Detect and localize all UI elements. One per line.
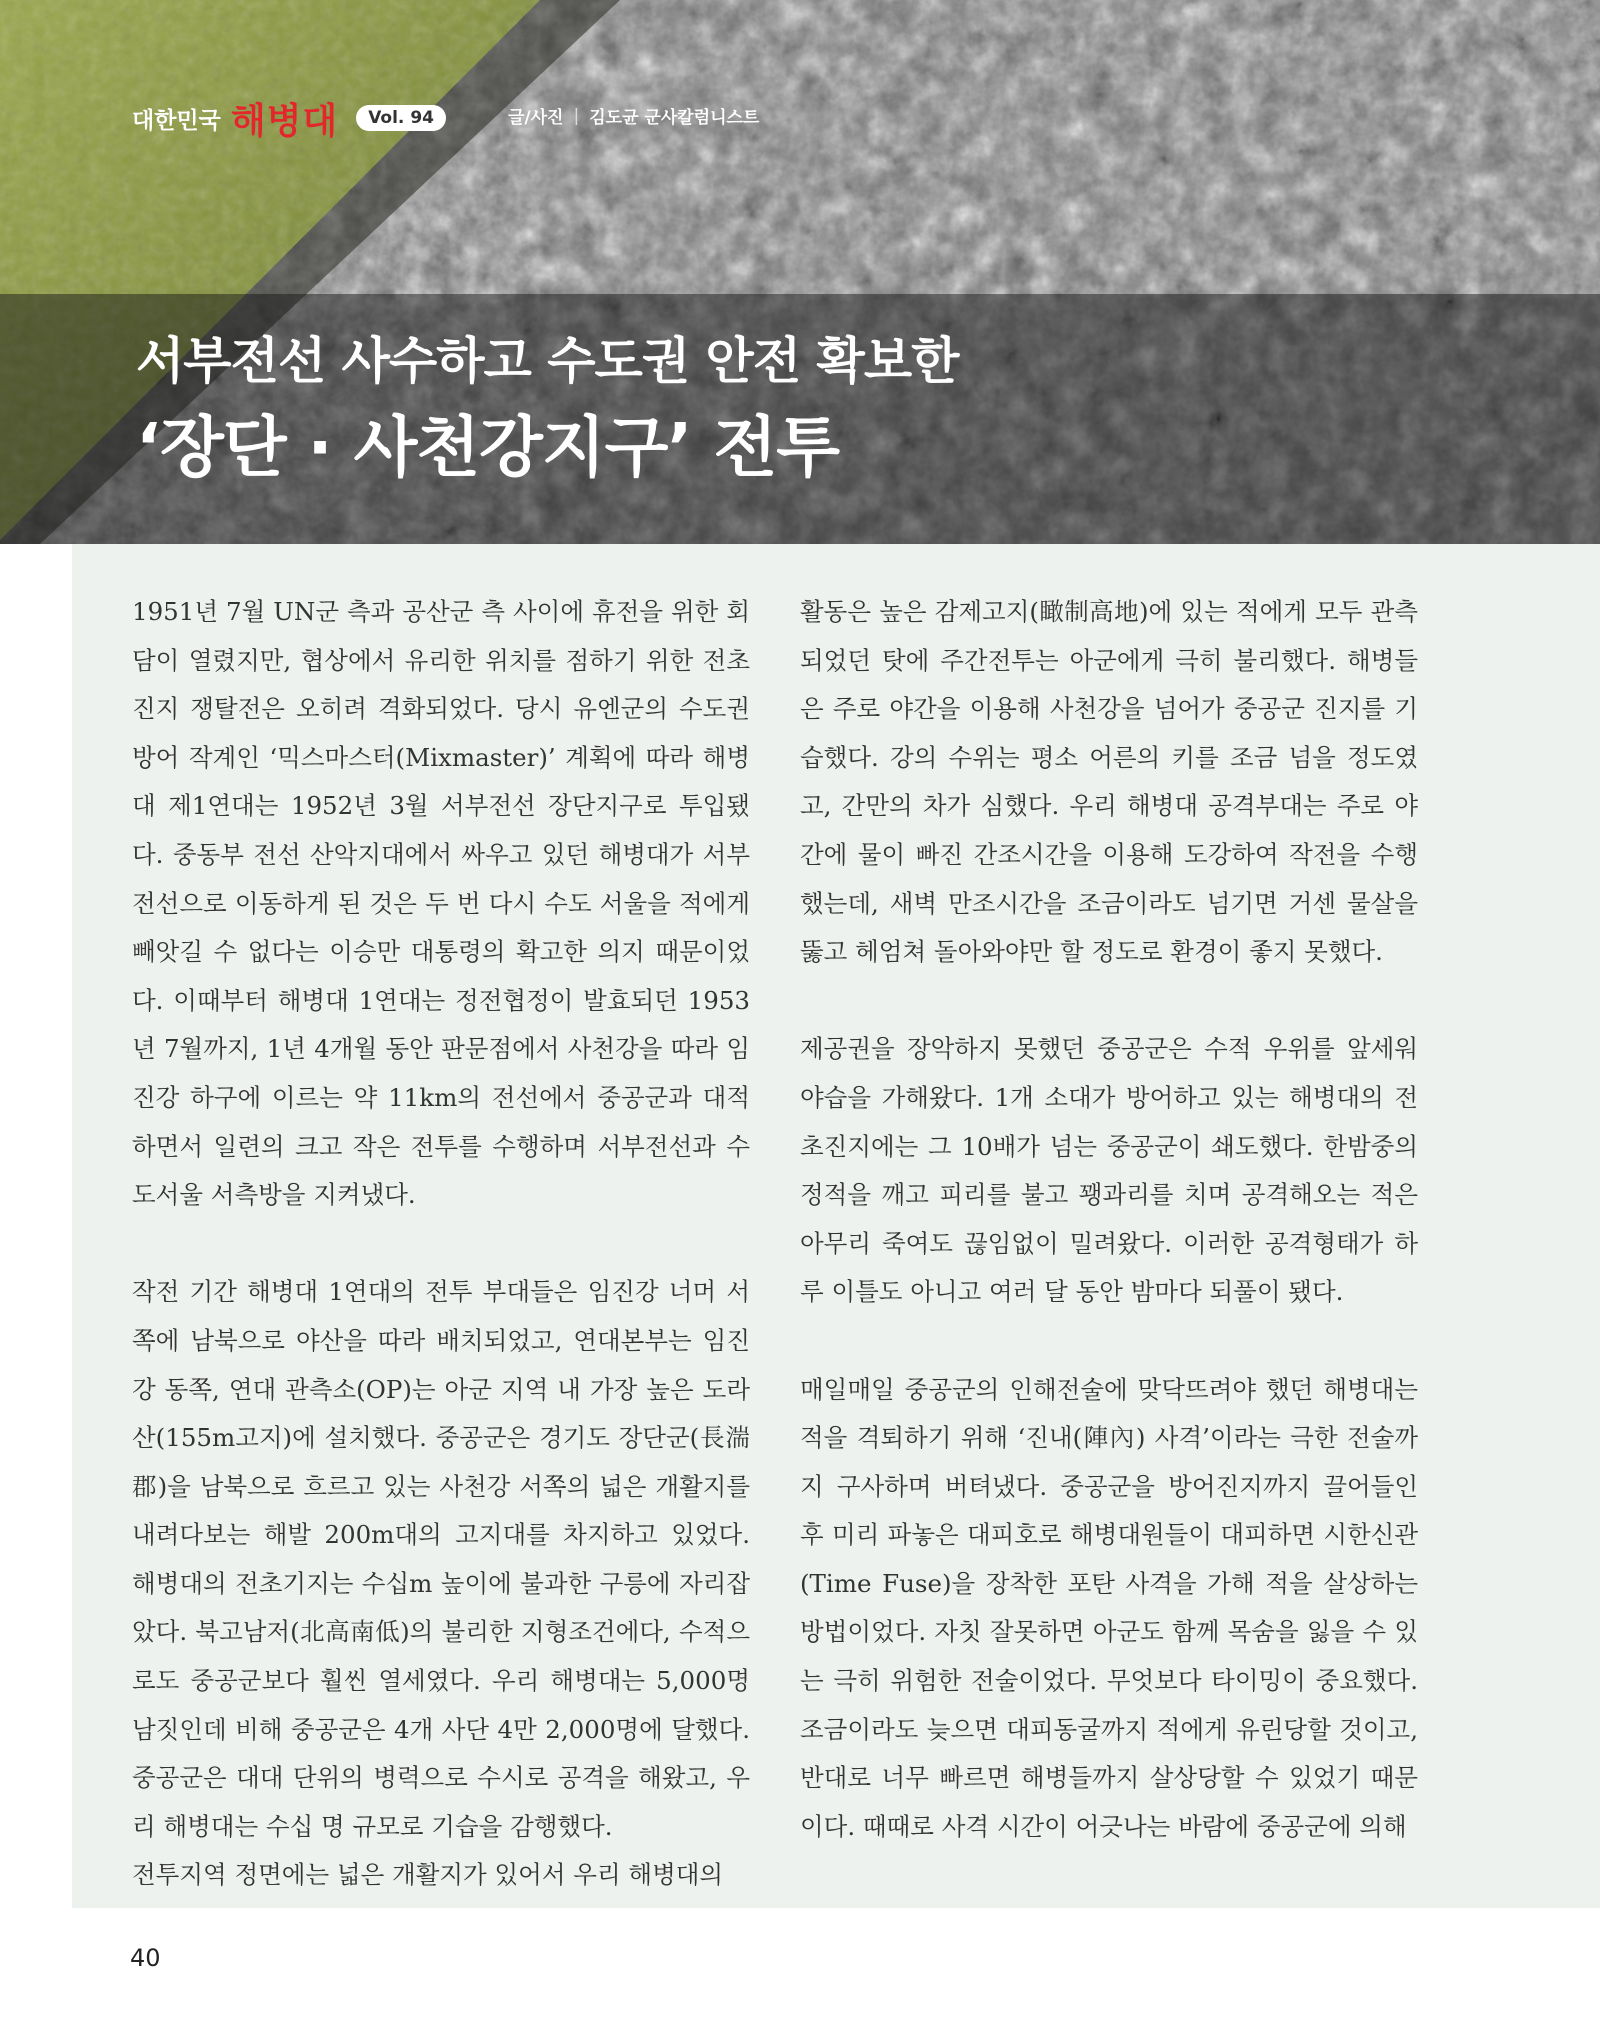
title-line-1: 서부전선 사수하고 수도권 안전 확보한: [136, 332, 959, 390]
credit-separator: |: [573, 105, 580, 126]
paragraph: 매일매일 중공군의 인해전술에 맞닥뜨려야 했던 해병대는 적을 격퇴하기 위해 ‘진내(陣內) 사격’이라는 극한 전술까지 구사하며 버텨냈다. 중공군을 방어진지까지 끌어들인 후 미리 파놓은 대피호로 해병대원들이 대피하면 시한신관(Time Fuse)을 장착한 포탄 사격을 가해 적을 살상하는 방법이었다. 자칫 잘못하면 아군도 함께 목숨을 잃을 수 있는 극히 위험한 전술이었다. 무엇보다 타이밍이 중요했다. 조금이라도 늦으면 대피동굴까지 적에게 유린당할 것이고, 반대로 너무 빠르면 해병들까지 살상당할 수 있었기 때문이다. 때때로 사격 시간이 어긋나는 바람에 중공군에 의해: [800, 1374, 1418, 1841]
paragraph: 1951년 7월 UN군 측과 공산군 측 사이에 휴전을 위한 회담이 열렸지만, 협상에서 유리한 위치를 점하기 위한 전초 진지 쟁탈전은 오히려 격화되었다. 당시 유엔군의 수도권 방어 작계인 ‘믹스마스터(Mixmaster)’ 계획에 따라 해병대 제1연대는 1952년 3월 서부전선 장단지구로 투입됐다. 중동부 전선 산악지대에서 싸우고 있던 해병대가 서부전선으로 이동하게 된 것은 두 번 다시 수도 서울을 적에게 빼앗길 수 없다는 이승만 대통령의 확고한 의지 때문이었다. 이때부터 해병대 1연대는 정전협정이 발효되던 1953년 7월까지, 1년 4개월 동안 판문점에서 사천강을 따라 임진강 하구에 이르는 약 11km의 전선에서 중공군과 대적하면서 일련의 크고 작은 전투를 수행하며 서부전선과 수도서울 서측방을 지켜냈다.: [132, 597, 750, 1210]
masthead: [132, 96, 446, 140]
paragraph: 제공권을 장악하지 못했던 중공군은 수적 우위를 앞세워 야습을 가해왔다. 1개 소대가 방어하고 있는 해병대의 전초진지에는 그 10배가 넘는 중공군이 쇄도했다. 한밤중의 정적을 깨고 피리를 불고 꽹과리를 치며 공격해오는 적은 아무리 죽여도 끊임없이 밀려왔다. 이러한 공격형태가 하루 이틀도 아니고 여러 달 동안 밤마다 되풀이 됐다.: [800, 1034, 1418, 1307]
volume-badge: Vol. 94: [356, 105, 446, 131]
credit-author: 김도균 군사칼럼니스트: [589, 108, 760, 128]
credit-label: 글/사진: [508, 108, 564, 128]
page-number: 40: [130, 1944, 161, 1972]
left-column: [132, 588, 750, 1900]
title-line-2: ‘장단 · 사천강지구’ 전투: [136, 409, 839, 486]
article-body: [72, 544, 1600, 1908]
paragraph: 활동은 높은 감제고지(瞰制高地)에 있는 적에게 모두 관측되었던 탓에 주간전투는 아군에게 극히 불리했다. 해병들은 주로 야간을 이용해 사천강을 넘어가 중공군 진지를 기습했다. 강의 수위는 평소 어른의 키를 조금 넘을 정도였고, 간만의 차가 심했다. 우리 해병대 공격부대는 주로 야간에 물이 빠진 간조시간을 이용해 도강하여 작전을 수행했는데, 새벽 만조시간을 조금이라도 넘기면 거센 물살을 뚫고 헤엄쳐 돌아와야만 할 정도로 환경이 좋지 못했다.: [800, 597, 1418, 967]
credits: [508, 103, 759, 128]
paragraph: 작전 기간 해병대 1연대의 전투 부대들은 임진강 너머 서쪽에 남북으로 야산을 따라 배치되었고, 연대본부는 임진강 동쪽, 연대 관측소(OP)는 아군 지역 내 가장 높은 도라산(155m고지)에 설치했다. 중공군은 경기도 장단군(長湍郡)을 남북으로 흐르고 있는 사천강 서쪽의 넓은 개활지를 내려다보는 해발 200m대의 고지대를 차지하고 있었다. 해병대의 전초기지는 수십m 높이에 불과한 구릉에 자리잡았다. 북고남저(北高南低)의 불리한 지형조건에다, 수적으로도 중공군보다 훨씬 열세였다. 우리 해병대는 5,000명 남짓인데 비해 중공군은 4개 사단 4만 2,000명에 달했다. 중공군은 대대 단위의 병력으로 수시로 공격을 해왔고, 우리 해병대는 수십 명 규모로 기습을 감행했다.: [132, 1277, 750, 1841]
paragraph: 전투지역 정면에는 넓은 개활지가 있어서 우리 해병대의: [132, 1860, 724, 1890]
brand-title: 해병대: [230, 100, 339, 142]
article-title: [136, 326, 958, 496]
publication-name: 대한민국: [132, 107, 221, 134]
right-column: [800, 588, 1418, 1851]
